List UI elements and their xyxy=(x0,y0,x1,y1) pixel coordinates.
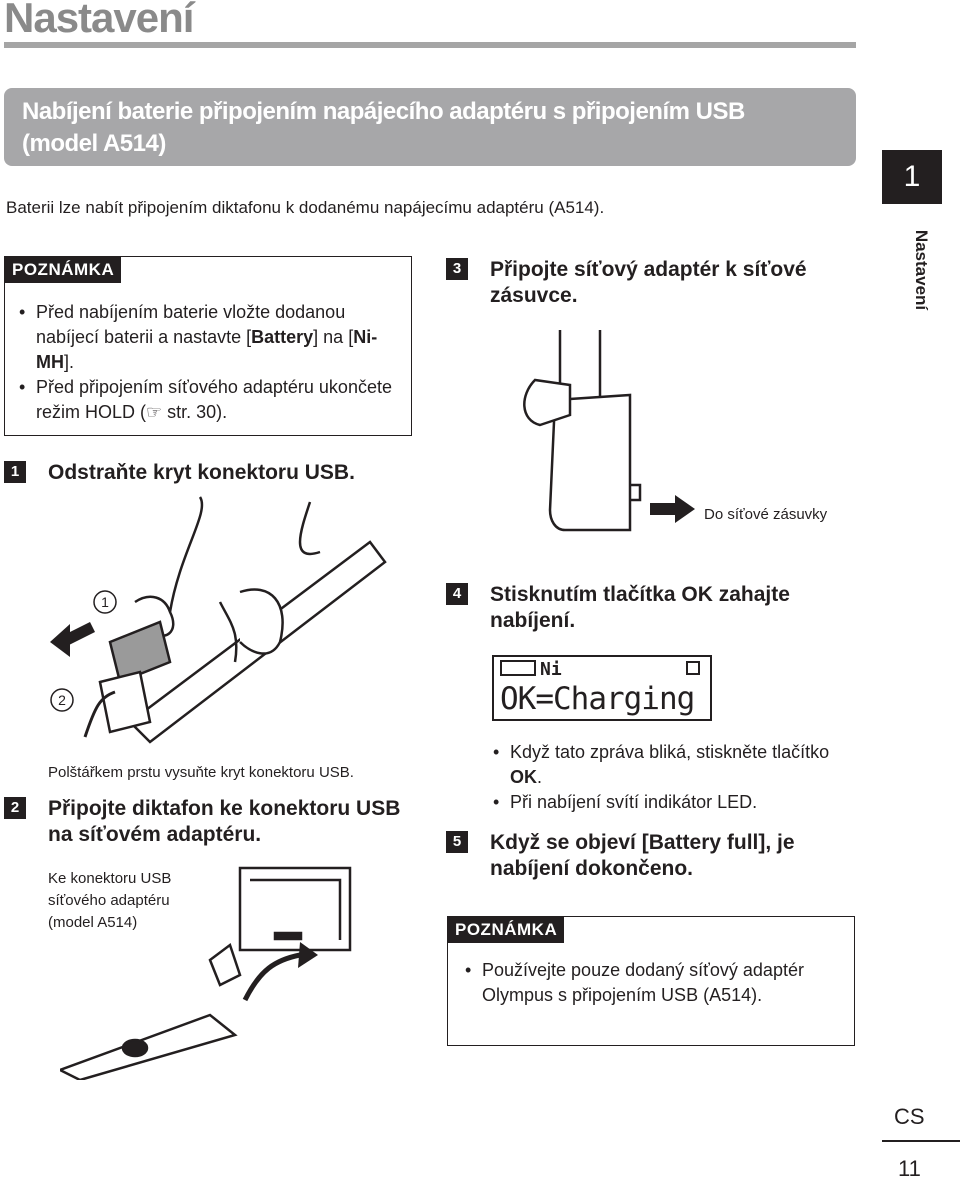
tips-list xyxy=(490,740,850,815)
callout-mark-2: 2 xyxy=(58,692,66,708)
remove-cover-illustration xyxy=(40,492,410,762)
step-text: Když se objeví [Battery full], je nabíjení dokončeno. xyxy=(490,831,795,880)
step-number: 1 xyxy=(4,461,26,483)
tip-item: • Při nabíjení svítí indikátor LED. xyxy=(490,790,850,815)
section-title: Nabíjení baterie připojením napájecího adaptéru s připojením USB (model A514) xyxy=(22,98,745,157)
step-number: 3 xyxy=(446,258,468,280)
step-text: Připojte diktafon ke konektoru USB na síťovém adaptéru. xyxy=(48,797,401,846)
step-text: Připojte síťový adaptér k síťové zásuvce. xyxy=(490,258,807,307)
footer-rule xyxy=(882,1140,960,1142)
page-number: 11 xyxy=(898,1156,921,1181)
chapter-tab: 1 xyxy=(882,150,942,204)
note-list xyxy=(462,958,842,1008)
callout-mark-1: 1 xyxy=(101,594,109,610)
wall-outlet-illustration xyxy=(510,325,700,535)
note-label: POZNÁMKA xyxy=(448,917,564,943)
plug-icon xyxy=(686,661,700,675)
step-text: Stisknutím tlačítka OK zahajte nabíjení. xyxy=(490,583,790,632)
step-number: 4 xyxy=(446,583,468,605)
step-number: 2 xyxy=(4,797,26,819)
tip-item: • Když tato zpráva bliká, stiskněte tlačítko OK. xyxy=(490,740,850,790)
lcd-status: Ni xyxy=(500,659,562,680)
lcd-main-text: OK=Charging xyxy=(500,681,695,717)
step-text: Odstraňte kryt konektoru USB. xyxy=(48,461,355,484)
chapter-label: Nastavení xyxy=(912,229,931,311)
step-number: 5 xyxy=(446,831,468,853)
page-title: Nastavení xyxy=(4,0,194,41)
battery-icon xyxy=(500,660,536,676)
connect-adapter-illustration xyxy=(60,860,380,1080)
step-caption: Do síťové zásuvky xyxy=(704,506,828,523)
lcd-display xyxy=(492,655,712,721)
note-list xyxy=(16,300,401,425)
note-item: • Před připojením síťového adaptéru ukončete režim HOLD (☞ str. 30). xyxy=(16,375,401,425)
note-item: • Používejte pouze dodaný síťový adaptér Olympus s připojením USB (A514). xyxy=(462,958,842,1008)
language-code: CS xyxy=(894,1104,925,1129)
step-caption: Ke konektoru USB síťového adaptéru (model A514) xyxy=(48,870,172,931)
step-caption: Polštářkem prstu vysuňte kryt konektoru USB. xyxy=(48,764,354,781)
intro-text: Baterii lze nabít připojením diktafonu k dodanému napájecímu adaptéru (A514). xyxy=(6,198,605,217)
note-item: • Před nabíjením baterie vložte dodanou nabíjecí baterii a nastavte [Battery] na [Ni-MH]. xyxy=(16,300,401,375)
note-label: POZNÁMKA xyxy=(5,257,121,283)
title-rule xyxy=(4,42,856,48)
